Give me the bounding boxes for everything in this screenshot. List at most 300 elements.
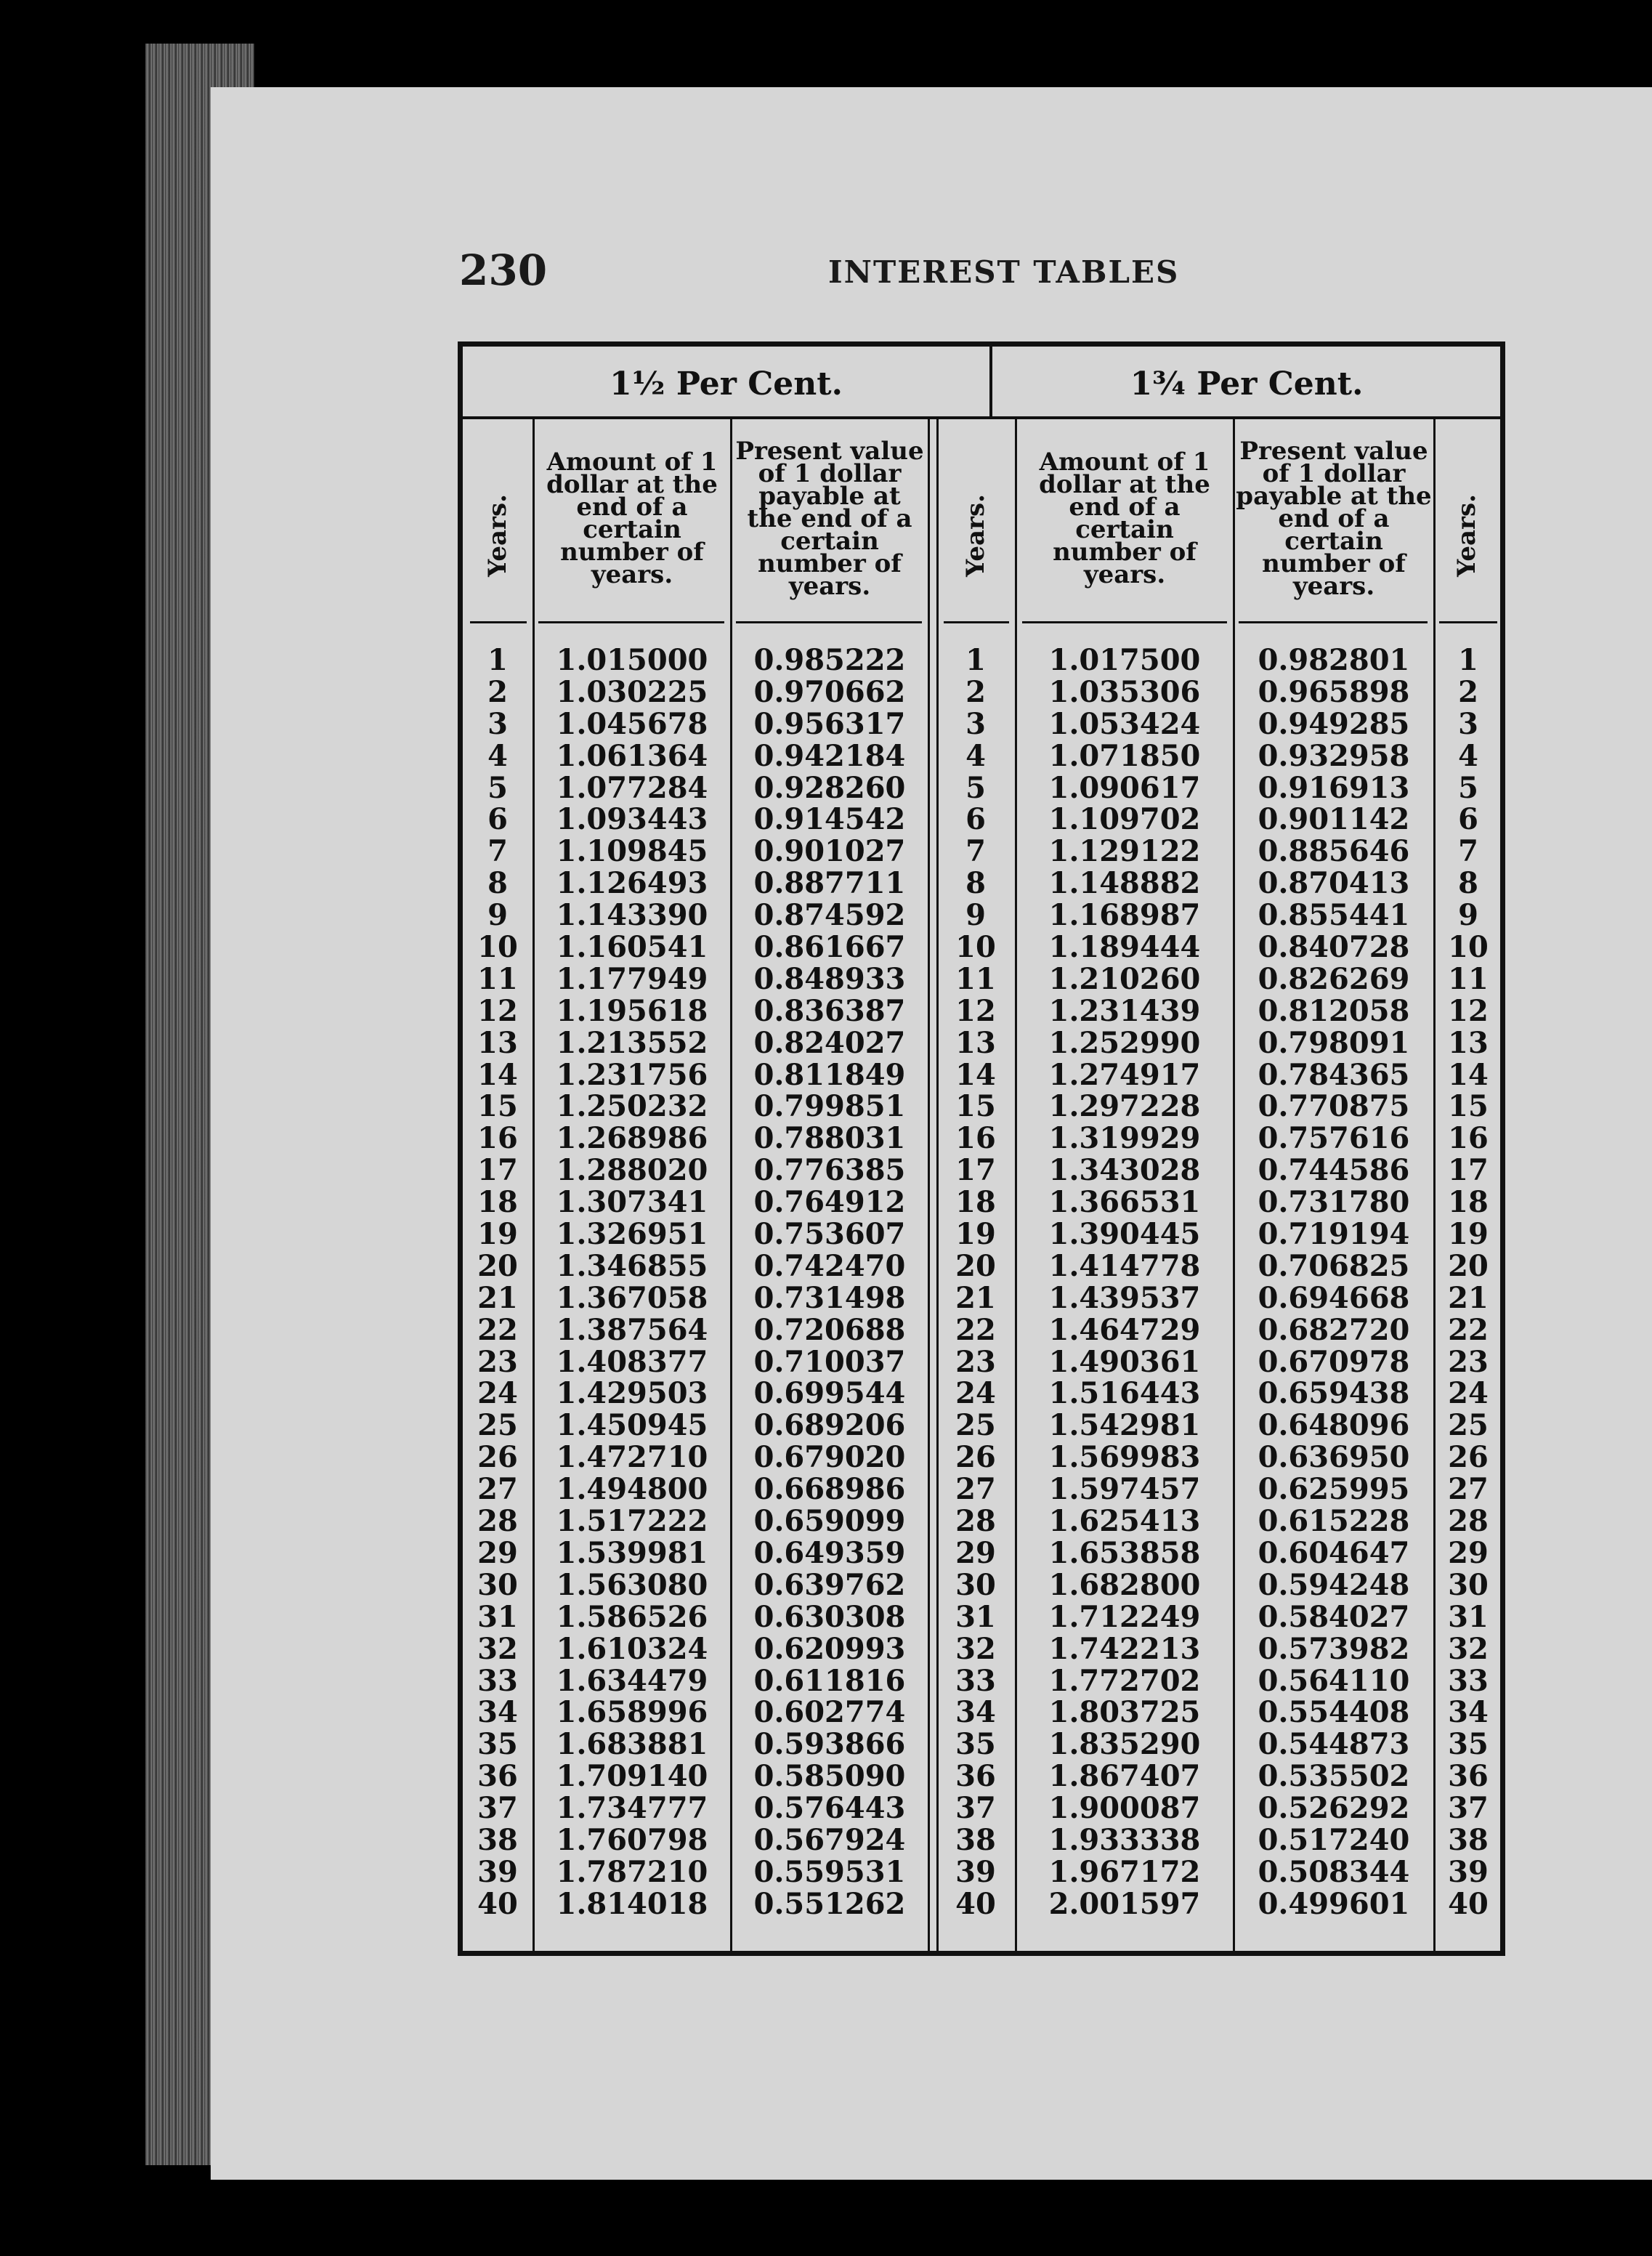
year-cell: 4	[1458, 738, 1478, 773]
amount-cell: 1.053424	[1048, 706, 1201, 741]
amount-cell: 1.071850	[1048, 738, 1201, 773]
amount-cell: 1.343028	[1048, 1153, 1201, 1188]
amount-cell: 1.387564	[556, 1312, 708, 1347]
amount-cell: 1.787210	[556, 1854, 708, 1889]
year-cell: 8	[487, 866, 508, 901]
year-cell: 21	[1448, 1280, 1489, 1315]
amount-cell: 1.177949	[556, 961, 708, 996]
present-value-cell: 0.585090	[753, 1759, 906, 1794]
header-rule	[470, 621, 527, 623]
year-cell: 36	[955, 1759, 996, 1794]
amount-cell: 1.597457	[1048, 1472, 1201, 1507]
present-value-cell: 0.861667	[753, 930, 906, 965]
year-cell: 38	[1448, 1822, 1489, 1857]
year-cell: 2	[1458, 674, 1478, 709]
present-value-cell: 0.720688	[753, 1312, 906, 1347]
present-value-cell: 0.928260	[753, 770, 906, 805]
amount-cell: 1.129122	[1048, 834, 1201, 869]
present-value-column-header-1-5: Present value of 1 dollar payable at the end of a certain number of years.	[735, 436, 924, 601]
present-value-cell: 0.668986	[753, 1472, 906, 1507]
present-value-cell: 0.764912	[753, 1185, 906, 1220]
year-cell: 28	[1448, 1504, 1489, 1539]
amount-cell: 1.231439	[1048, 993, 1201, 1028]
present-value-cell: 0.753607	[753, 1217, 906, 1252]
present-value-cell: 0.639762	[753, 1567, 906, 1602]
amount-cell: 1.517222	[556, 1504, 708, 1539]
amount-cell: 1.464729	[1048, 1312, 1201, 1347]
year-cell: 33	[1448, 1663, 1489, 1698]
header-rule	[944, 621, 1009, 623]
present-value-cell: 0.625995	[1258, 1472, 1410, 1507]
amount-cell: 1.061364	[556, 738, 708, 773]
amount-cell: 1.250232	[556, 1089, 708, 1124]
year-cell: 16	[1448, 1121, 1489, 1156]
amount-cell: 1.231756	[556, 1057, 708, 1092]
year-cell: 15	[477, 1089, 518, 1124]
amount-cell: 1.090617	[1048, 770, 1201, 805]
year-cell: 20	[477, 1248, 518, 1283]
year-cell: 4	[487, 738, 508, 773]
present-value-cell: 0.508344	[1258, 1854, 1410, 1889]
year-cell: 3	[965, 706, 986, 741]
present-value-cell: 0.630308	[753, 1599, 906, 1634]
present-value-cell: 0.855441	[1258, 898, 1410, 933]
present-value-cell: 0.670978	[1258, 1344, 1410, 1379]
year-cell: 25	[955, 1408, 996, 1443]
year-cell: 37	[1448, 1791, 1489, 1826]
present-value-cell: 0.731498	[753, 1280, 906, 1315]
column-divider	[928, 419, 930, 1951]
year-cell: 39	[477, 1854, 518, 1889]
amount-cell: 1.429503	[556, 1376, 708, 1411]
years-column-left	[471, 644, 524, 1920]
year-cell: 2	[965, 674, 986, 709]
amount-cell: 1.967172	[1048, 1854, 1201, 1889]
year-cell: 13	[955, 1025, 996, 1060]
amount-cell: 1.634479	[556, 1663, 708, 1698]
present-value-cell: 0.970662	[753, 674, 906, 709]
amount-cell: 1.569983	[1048, 1440, 1201, 1475]
running-head: INTEREST TABLES	[828, 254, 1180, 290]
year-cell: 23	[1448, 1344, 1489, 1379]
amount-cell: 1.319929	[1048, 1121, 1201, 1156]
amount-cell: 1.490361	[1048, 1344, 1201, 1379]
year-cell: 17	[1448, 1153, 1489, 1188]
year-cell: 6	[487, 802, 508, 837]
header-rule	[1239, 621, 1428, 623]
year-cell: 17	[955, 1153, 996, 1188]
year-cell: 22	[477, 1312, 518, 1347]
present-value-cell: 0.982801	[1258, 643, 1410, 677]
year-cell: 11	[955, 961, 996, 996]
year-cell: 6	[965, 802, 986, 837]
year-cell: 7	[1458, 834, 1478, 869]
present-value-cell: 0.611816	[753, 1663, 906, 1698]
amount-cell: 1.472710	[556, 1440, 708, 1475]
amount-cell: 1.835290	[1048, 1727, 1201, 1762]
year-cell: 31	[955, 1599, 996, 1634]
amount-cell: 1.439537	[1048, 1280, 1201, 1315]
year-cell: 40	[955, 1886, 996, 1921]
amount-cell: 1.734777	[556, 1791, 708, 1826]
present-value-cell: 0.942184	[753, 738, 906, 773]
year-cell: 1	[487, 643, 508, 677]
rate-title-1-75-percent: 1¾ Per Cent.	[1130, 365, 1364, 403]
present-value-cell: 0.551262	[753, 1886, 906, 1921]
year-cell: 31	[477, 1599, 518, 1634]
amount-cell: 1.213552	[556, 1025, 708, 1060]
amount-cell: 1.683881	[556, 1727, 708, 1762]
present-value-cell: 0.887711	[753, 866, 906, 901]
present-value-cell: 0.798091	[1258, 1025, 1410, 1060]
amount-column-1-75	[1018, 644, 1231, 1920]
year-cell: 38	[477, 1822, 518, 1857]
year-cell: 40	[1448, 1886, 1489, 1921]
amount-cell: 1.563080	[556, 1567, 708, 1602]
amount-column-header-1-5: Amount of 1 dollar at the end of a certain number of years.	[546, 448, 718, 589]
present-value-cell: 0.757616	[1258, 1121, 1410, 1156]
rate-title-1-5-percent: 1½ Per Cent.	[610, 365, 843, 403]
year-cell: 14	[955, 1057, 996, 1092]
present-value-cell: 0.594248	[1258, 1567, 1410, 1602]
amount-cell: 1.288020	[556, 1153, 708, 1188]
year-cell: 25	[1448, 1408, 1489, 1443]
present-value-cell: 0.932958	[1258, 738, 1410, 773]
present-value-cell: 0.499601	[1258, 1886, 1410, 1921]
amount-cell: 1.900087	[1048, 1791, 1201, 1826]
year-cell: 19	[1448, 1217, 1489, 1252]
year-cell: 19	[477, 1217, 518, 1252]
year-cell: 21	[477, 1280, 518, 1315]
amount-cell: 1.625413	[1048, 1504, 1201, 1539]
year-cell: 27	[955, 1472, 996, 1507]
present-value-cell: 0.554408	[1258, 1695, 1410, 1730]
amount-cell: 1.658996	[556, 1695, 708, 1730]
amount-cell: 1.015000	[556, 643, 708, 677]
present-value-cell: 0.699544	[753, 1376, 906, 1411]
year-cell: 35	[477, 1727, 518, 1762]
year-cell: 10	[477, 930, 518, 965]
year-cell: 10	[955, 930, 996, 965]
amount-cell: 1.160541	[556, 930, 708, 965]
year-cell: 39	[955, 1854, 996, 1889]
column-divider	[936, 419, 939, 1951]
present-value-cell: 0.956317	[753, 706, 906, 741]
present-value-cell: 0.731780	[1258, 1185, 1410, 1220]
year-cell: 18	[477, 1185, 518, 1220]
amount-cell: 1.168987	[1048, 898, 1201, 933]
present-value-cell: 0.559531	[753, 1854, 906, 1889]
amount-cell: 1.610324	[556, 1631, 708, 1666]
year-cell: 35	[1448, 1727, 1489, 1762]
year-cell: 12	[1448, 993, 1489, 1028]
amount-cell: 1.035306	[1048, 674, 1201, 709]
year-cell: 32	[1448, 1631, 1489, 1666]
amount-cell: 1.030225	[556, 674, 708, 709]
present-value-cell: 0.535502	[1258, 1759, 1410, 1794]
amount-cell: 1.077284	[556, 770, 708, 805]
present-value-cell: 0.564110	[1258, 1663, 1410, 1698]
present-value-cell: 0.602774	[753, 1695, 906, 1730]
present-value-cell: 0.710037	[753, 1344, 906, 1379]
years-column-middle	[950, 644, 1002, 1920]
amount-cell: 1.539981	[556, 1535, 708, 1570]
year-cell: 14	[1448, 1057, 1489, 1092]
amount-cell: 1.017500	[1048, 643, 1201, 677]
amount-cell: 1.494800	[556, 1472, 708, 1507]
present-value-cell: 0.689206	[753, 1408, 906, 1443]
year-cell: 2	[487, 674, 508, 709]
amount-cell: 1.586526	[556, 1599, 708, 1634]
present-value-cell: 0.682720	[1258, 1312, 1410, 1347]
column-divider	[730, 419, 732, 1951]
amount-cell: 1.210260	[1048, 961, 1201, 996]
present-value-cell: 0.840728	[1258, 930, 1410, 965]
present-value-cell: 0.776385	[753, 1153, 906, 1188]
present-value-cell: 0.901027	[753, 834, 906, 869]
year-cell: 7	[965, 834, 986, 869]
amount-cell: 1.268986	[556, 1121, 708, 1156]
present-value-cell: 0.914542	[753, 802, 906, 837]
year-cell: 6	[1458, 802, 1478, 837]
year-cell: 24	[477, 1376, 518, 1411]
year-cell: 28	[955, 1504, 996, 1539]
present-value-cell: 0.593866	[753, 1727, 906, 1762]
present-value-cell: 0.965898	[1258, 674, 1410, 709]
amount-column-header-1-75: Amount of 1 dollar at the end of a certain number of years.	[1039, 448, 1210, 589]
amount-cell: 1.109702	[1048, 802, 1201, 837]
amount-cell: 1.307341	[556, 1185, 708, 1220]
present-value-cell: 0.517240	[1258, 1822, 1410, 1857]
year-cell: 30	[477, 1567, 518, 1602]
present-value-cell: 0.870413	[1258, 866, 1410, 901]
present-value-cell: 0.770875	[1258, 1089, 1410, 1124]
present-value-cell: 0.649359	[753, 1535, 906, 1570]
year-cell: 20	[1448, 1248, 1489, 1283]
year-cell: 30	[955, 1567, 996, 1602]
amount-cell: 1.195618	[556, 993, 708, 1028]
amount-cell: 1.408377	[556, 1344, 708, 1379]
year-cell: 23	[955, 1344, 996, 1379]
present-value-cell: 0.636950	[1258, 1440, 1410, 1475]
years-column-header-right: Years.	[1452, 494, 1481, 577]
year-cell: 9	[1458, 898, 1478, 933]
year-cell: 26	[477, 1440, 518, 1475]
present-value-cell: 0.706825	[1258, 1248, 1410, 1283]
year-cell: 19	[955, 1217, 996, 1252]
year-cell: 12	[955, 993, 996, 1028]
amount-cell: 1.326951	[556, 1217, 708, 1252]
year-cell: 25	[477, 1408, 518, 1443]
amount-cell: 1.712249	[1048, 1599, 1201, 1634]
amount-cell: 2.001597	[1048, 1886, 1201, 1921]
year-cell: 26	[1448, 1440, 1489, 1475]
year-cell: 3	[487, 706, 508, 741]
present-value-cell: 0.836387	[753, 993, 906, 1028]
year-cell: 28	[477, 1504, 518, 1539]
year-cell: 26	[955, 1440, 996, 1475]
amount-cell: 1.653858	[1048, 1535, 1201, 1570]
amount-cell: 1.126493	[556, 866, 708, 901]
amount-column-1-5	[535, 644, 729, 1920]
present-value-cell: 0.799851	[753, 1089, 906, 1124]
present-value-cell: 0.526292	[1258, 1791, 1410, 1826]
year-cell: 40	[477, 1886, 518, 1921]
present-value-cell: 0.901142	[1258, 802, 1410, 837]
year-cell: 32	[955, 1631, 996, 1666]
year-cell: 10	[1448, 930, 1489, 965]
column-divider	[1433, 419, 1436, 1951]
header-rule	[1022, 621, 1227, 623]
present-value-cell: 0.826269	[1258, 961, 1410, 996]
amount-cell: 1.803725	[1048, 1695, 1201, 1730]
amount-cell: 1.682800	[1048, 1567, 1201, 1602]
year-cell: 29	[955, 1535, 996, 1570]
year-cell: 4	[965, 738, 986, 773]
present-value-cell: 0.679020	[753, 1440, 906, 1475]
year-cell: 27	[477, 1472, 518, 1507]
year-cell: 18	[1448, 1185, 1489, 1220]
year-cell: 23	[477, 1344, 518, 1379]
present-value-cell: 0.573982	[1258, 1631, 1410, 1666]
column-divider	[1015, 419, 1017, 1951]
amount-cell: 1.093443	[556, 802, 708, 837]
present-value-cell: 0.567924	[753, 1822, 906, 1857]
amount-cell: 1.814018	[556, 1886, 708, 1921]
year-cell: 5	[487, 770, 508, 805]
present-value-cell: 0.885646	[1258, 834, 1410, 869]
year-cell: 38	[955, 1822, 996, 1857]
year-cell: 27	[1448, 1472, 1489, 1507]
year-cell: 16	[955, 1121, 996, 1156]
amount-cell: 1.933338	[1048, 1822, 1201, 1857]
amount-cell: 1.367058	[556, 1280, 708, 1315]
year-cell: 9	[487, 898, 508, 933]
present-value-cell: 0.604647	[1258, 1535, 1410, 1570]
present-value-cell: 0.811849	[753, 1057, 906, 1092]
amount-cell: 1.143390	[556, 898, 708, 933]
present-value-cell: 0.719194	[1258, 1217, 1410, 1252]
present-value-cell: 0.824027	[753, 1025, 906, 1060]
year-cell: 8	[965, 866, 986, 901]
amount-cell: 1.366531	[1048, 1185, 1201, 1220]
present-value-cell: 0.949285	[1258, 706, 1410, 741]
year-cell: 29	[477, 1535, 518, 1570]
amount-cell: 1.450945	[556, 1408, 708, 1443]
year-cell: 30	[1448, 1567, 1489, 1602]
amount-cell: 1.346855	[556, 1248, 708, 1283]
amount-cell: 1.148882	[1048, 866, 1201, 901]
amount-cell: 1.742213	[1048, 1631, 1201, 1666]
year-cell: 1	[1458, 643, 1478, 677]
year-cell: 8	[1458, 866, 1478, 901]
year-cell: 24	[1448, 1376, 1489, 1411]
year-cell: 34	[1448, 1695, 1489, 1730]
year-cell: 37	[477, 1791, 518, 1826]
year-cell: 15	[1448, 1089, 1489, 1124]
present-value-cell: 0.874592	[753, 898, 906, 933]
present-value-cell: 0.744586	[1258, 1153, 1410, 1188]
amount-cell: 1.414778	[1048, 1248, 1201, 1283]
amount-cell: 1.772702	[1048, 1663, 1201, 1698]
year-cell: 32	[477, 1631, 518, 1666]
year-cell: 13	[477, 1025, 518, 1060]
header-rule	[538, 621, 724, 623]
amount-cell: 1.189444	[1048, 930, 1201, 965]
year-cell: 39	[1448, 1854, 1489, 1889]
year-cell: 37	[955, 1791, 996, 1826]
year-cell: 36	[477, 1759, 518, 1794]
year-cell: 33	[955, 1663, 996, 1698]
present-value-cell: 0.659099	[753, 1504, 906, 1539]
year-cell: 15	[955, 1089, 996, 1124]
year-cell: 1	[965, 643, 986, 677]
present-value-column-1-75	[1236, 644, 1432, 1920]
year-cell: 13	[1448, 1025, 1489, 1060]
year-cell: 16	[477, 1121, 518, 1156]
column-divider	[533, 419, 535, 1951]
year-cell: 12	[477, 993, 518, 1028]
present-value-cell: 0.615228	[1258, 1504, 1410, 1539]
present-value-cell: 0.985222	[753, 643, 906, 677]
amount-cell: 1.390445	[1048, 1217, 1201, 1252]
present-value-cell: 0.659438	[1258, 1376, 1410, 1411]
year-cell: 31	[1448, 1599, 1489, 1634]
years-column-header-middle: Years.	[961, 494, 990, 577]
present-value-cell: 0.584027	[1258, 1599, 1410, 1634]
years-column-header-left: Years.	[483, 494, 512, 577]
years-column-right	[1442, 644, 1494, 1920]
year-cell: 24	[955, 1376, 996, 1411]
present-value-cell: 0.788031	[753, 1121, 906, 1156]
column-divider	[1233, 419, 1235, 1951]
year-cell: 29	[1448, 1535, 1489, 1570]
amount-cell: 1.045678	[556, 706, 708, 741]
year-cell: 20	[955, 1248, 996, 1283]
year-cell: 33	[477, 1663, 518, 1698]
rate-header-row	[463, 347, 1500, 419]
year-cell: 36	[1448, 1759, 1489, 1794]
amount-cell: 1.867407	[1048, 1759, 1201, 1794]
year-cell: 35	[955, 1727, 996, 1762]
year-cell: 7	[487, 834, 508, 869]
present-value-cell: 0.544873	[1258, 1727, 1410, 1762]
present-value-cell: 0.742470	[753, 1248, 906, 1283]
present-value-cell: 0.576443	[753, 1791, 906, 1826]
page-number: 230	[459, 246, 548, 295]
year-cell: 17	[477, 1153, 518, 1188]
year-cell: 18	[955, 1185, 996, 1220]
year-cell: 11	[477, 961, 518, 996]
year-cell: 3	[1458, 706, 1478, 741]
year-cell: 14	[477, 1057, 518, 1092]
amount-cell: 1.709140	[556, 1759, 708, 1794]
amount-cell: 1.252990	[1048, 1025, 1201, 1060]
year-cell: 21	[955, 1280, 996, 1315]
header-rule	[1439, 621, 1497, 623]
present-value-cell: 0.620993	[753, 1631, 906, 1666]
amount-cell: 1.542981	[1048, 1408, 1201, 1443]
present-value-cell: 0.784365	[1258, 1057, 1410, 1092]
present-value-column-header-1-75: Present value of 1 dollar payable at the end of a certain number of years.	[1236, 436, 1432, 601]
present-value-cell: 0.916913	[1258, 770, 1410, 805]
year-cell: 34	[955, 1695, 996, 1730]
present-value-cell: 0.812058	[1258, 993, 1410, 1028]
amount-cell: 1.760798	[556, 1822, 708, 1857]
year-cell: 11	[1448, 961, 1489, 996]
amount-cell: 1.109845	[556, 834, 708, 869]
amount-cell: 1.274917	[1048, 1057, 1201, 1092]
